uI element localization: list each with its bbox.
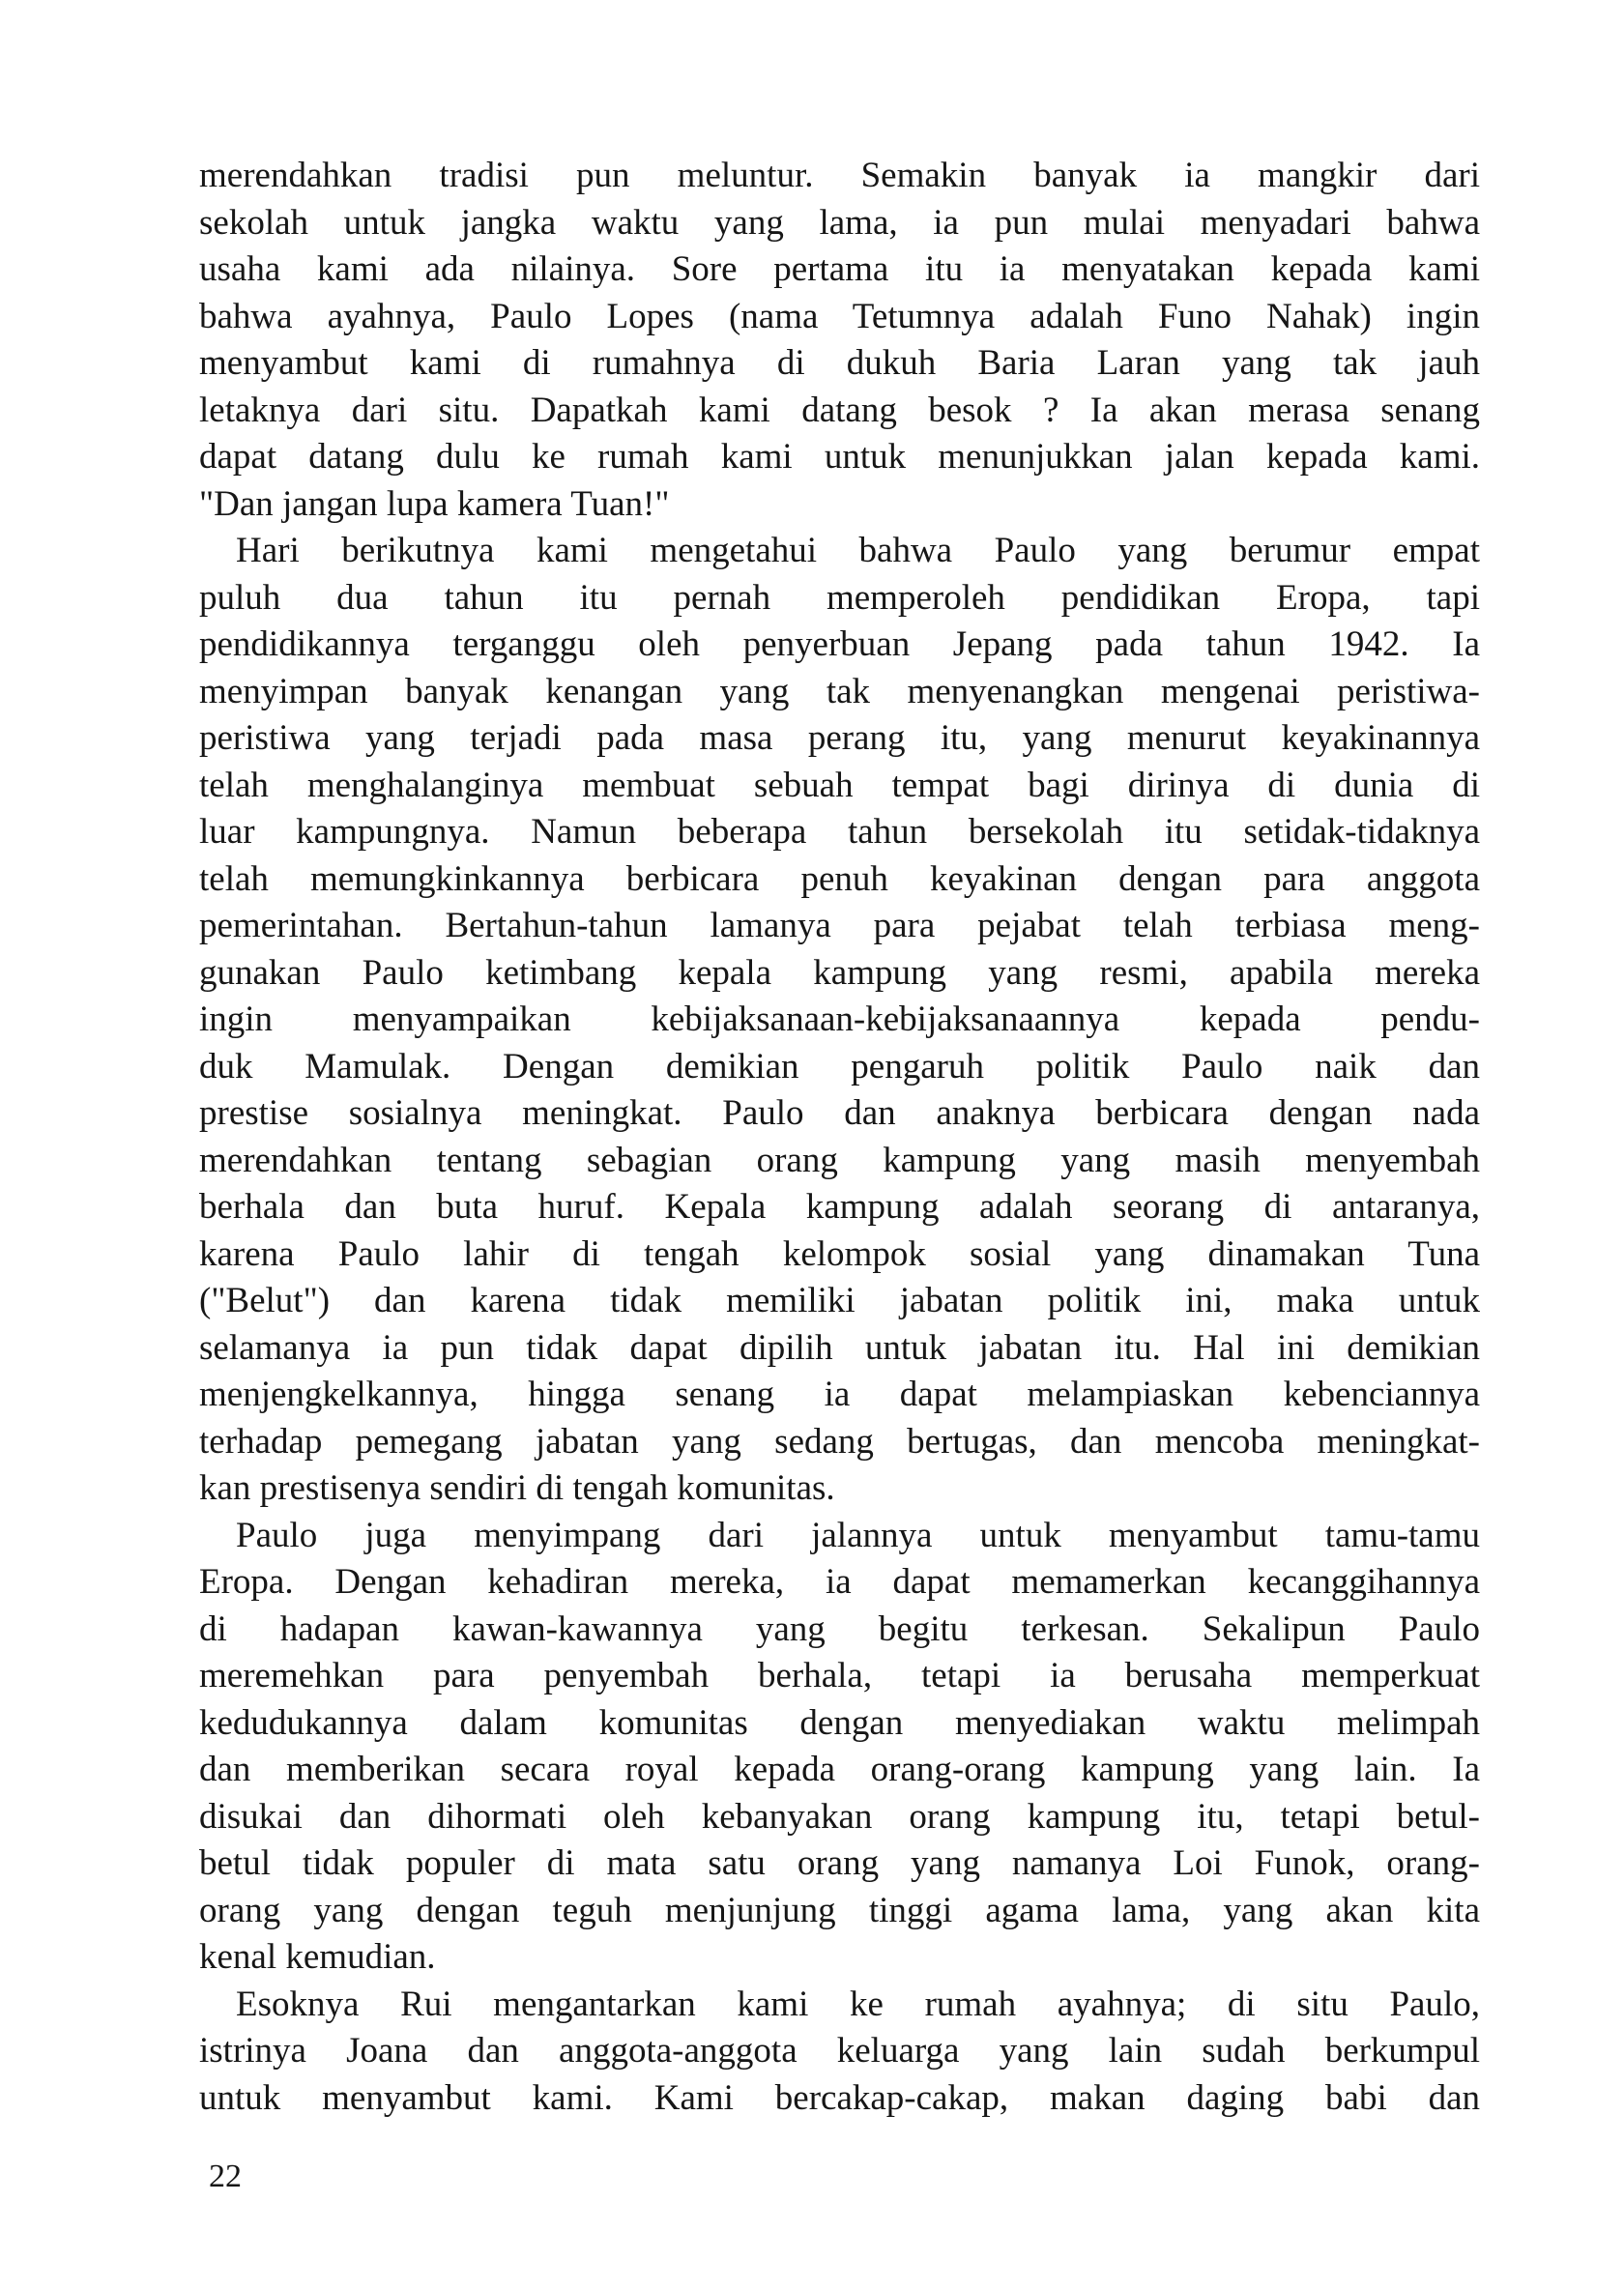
text-line: kenal kemudian. — [199, 1937, 436, 1977]
text-line: Paulo juga menyimpang dari jalannya untuk menyambut tamu-tamu — [236, 1515, 1480, 1555]
text-line: terhadap pemegang jabatan yang sedang bertugas, dan mencoba meningkat- — [199, 1421, 1480, 1462]
body-text — [199, 153, 1480, 2122]
text-line: kan prestisenya sendiri di tengah komunitas. — [199, 1468, 835, 1508]
text-line: telah memungkinkannya berbicara penuh keyakinan dengan para anggota — [199, 858, 1480, 899]
text-line: Eropa. Dengan kehadiran mereka, ia dapat memamerkan kecanggihannya — [199, 1562, 1480, 1602]
text-line: prestise sosialnya meningkat. Paulo dan anaknya berbicara dengan nada — [199, 1093, 1480, 1133]
text-line: dapat datang dulu ke rumah kami untuk menunjukkan jalan kepada kami. — [199, 437, 1480, 477]
text-line: karena Paulo lahir di tengah kelompok sosial yang dinamakan Tuna — [199, 1233, 1480, 1274]
text-line: ("Belut") dan karena tidak memiliki jabatan politik ini, maka untuk — [199, 1281, 1480, 1320]
text-line: bahwa ayahnya, Paulo Lopes (nama Tetumnya adalah Funo Nahak) ingin — [199, 296, 1480, 336]
text-line: usaha kami ada nilainya. Sore pertama itu ia menyatakan kepada kami — [199, 249, 1480, 289]
text-line: selamanya ia pun tidak dapat dipilih untuk jabatan itu. Hal ini demikian — [199, 1327, 1480, 1368]
text-line: puluh dua tahun itu pernah memperoleh pendidikan Eropa, tapi — [199, 577, 1480, 618]
page-number: 22 — [209, 2159, 242, 2194]
text-line: betul tidak populer di mata satu orang yang namanya Loi Funok, orang- — [199, 1843, 1480, 1883]
text-line: menjengkelkannya, hingga senang ia dapat melampiaskan kebenciannya — [199, 1375, 1480, 1414]
text-line: peristiwa yang terjadi pada masa perang itu, yang menurut keyakinannya — [199, 718, 1480, 758]
text-line: istrinya Joana dan anggota-anggota keluarga yang lain sudah berkumpul — [199, 2031, 1480, 2071]
text-line: letaknya dari situ. Dapatkah kami datang besok ? Ia akan merasa senang — [199, 390, 1480, 430]
text-line: disukai dan dihormati oleh kebanyakan orang kampung itu, tetapi betul- — [199, 1796, 1480, 1837]
text-line: kedudukannya dalam komunitas dengan menyediakan waktu melimpah — [199, 1702, 1480, 1743]
text-line: di hadapan kawan-kawannya yang begitu terkesan. Sekalipun Paulo — [199, 1608, 1480, 1649]
text-line: gunakan Paulo ketimbang kepala kampung yang resmi, apabila mereka — [199, 952, 1480, 993]
text-line: merendahkan tradisi pun meluntur. Semakin banyak ia mangkir dari — [199, 156, 1480, 195]
text-line: menyimpan banyak kenangan yang tak menyenangkan mengenai peristiwa- — [199, 671, 1480, 711]
text-line: meremehkan para penyembah berhala, tetapi ia berusaha memperkuat — [199, 1656, 1480, 1695]
text-line: telah menghalanginya membuat sebuah tempat bagi dirinya di dunia di — [199, 765, 1480, 805]
text-line: dan memberikan secara royal kepada orang-orang kampung yang lain. Ia — [199, 1750, 1480, 1789]
text-line: sekolah untuk jangka waktu yang lama, ia pun mulai menyadari bahwa — [199, 202, 1480, 243]
text-line: menyambut kami di rumahnya di dukuh Baria Laran yang tak jauh — [199, 343, 1480, 383]
text-line: Esoknya Rui mengantarkan kami ke rumah ayahnya; di situ Paulo, — [236, 1984, 1480, 2024]
text-line: pendidikannya terganggu oleh penyerbuan Jepang pada tahun 1942. Ia — [199, 624, 1480, 664]
text-line: orang yang dengan teguh menjunjung tinggi agama lama, yang akan kita — [199, 1890, 1480, 1930]
text-line: merendahkan tentang sebagian orang kampung yang masih menyembah — [199, 1140, 1480, 1180]
text-line: luar kampungnya. Namun beberapa tahun bersekolah itu setidak-tidaknya — [199, 812, 1480, 852]
text-line: duk Mamulak. Dengan demikian pengaruh politik Paulo naik dan — [199, 1046, 1480, 1087]
text-line: berhala dan buta huruf. Kepala kampung adalah seorang di antaranya, — [199, 1187, 1480, 1227]
text-line: untuk menyambut kami. Kami bercakap-cakap, makan daging babi dan — [199, 2077, 1480, 2118]
text-line: Hari berikutnya kami mengetahui bahwa Paulo yang berumur empat — [236, 531, 1480, 570]
text-line: pemerintahan. Bertahun-tahun lamanya para pejabat telah terbiasa meng- — [199, 906, 1480, 945]
text-line: ingin menyampaikan kebijaksanaan-kebijaksanaannya kepada pendu- — [199, 1000, 1480, 1039]
text-line: "Dan jangan lupa kamera Tuan!" — [199, 483, 670, 524]
